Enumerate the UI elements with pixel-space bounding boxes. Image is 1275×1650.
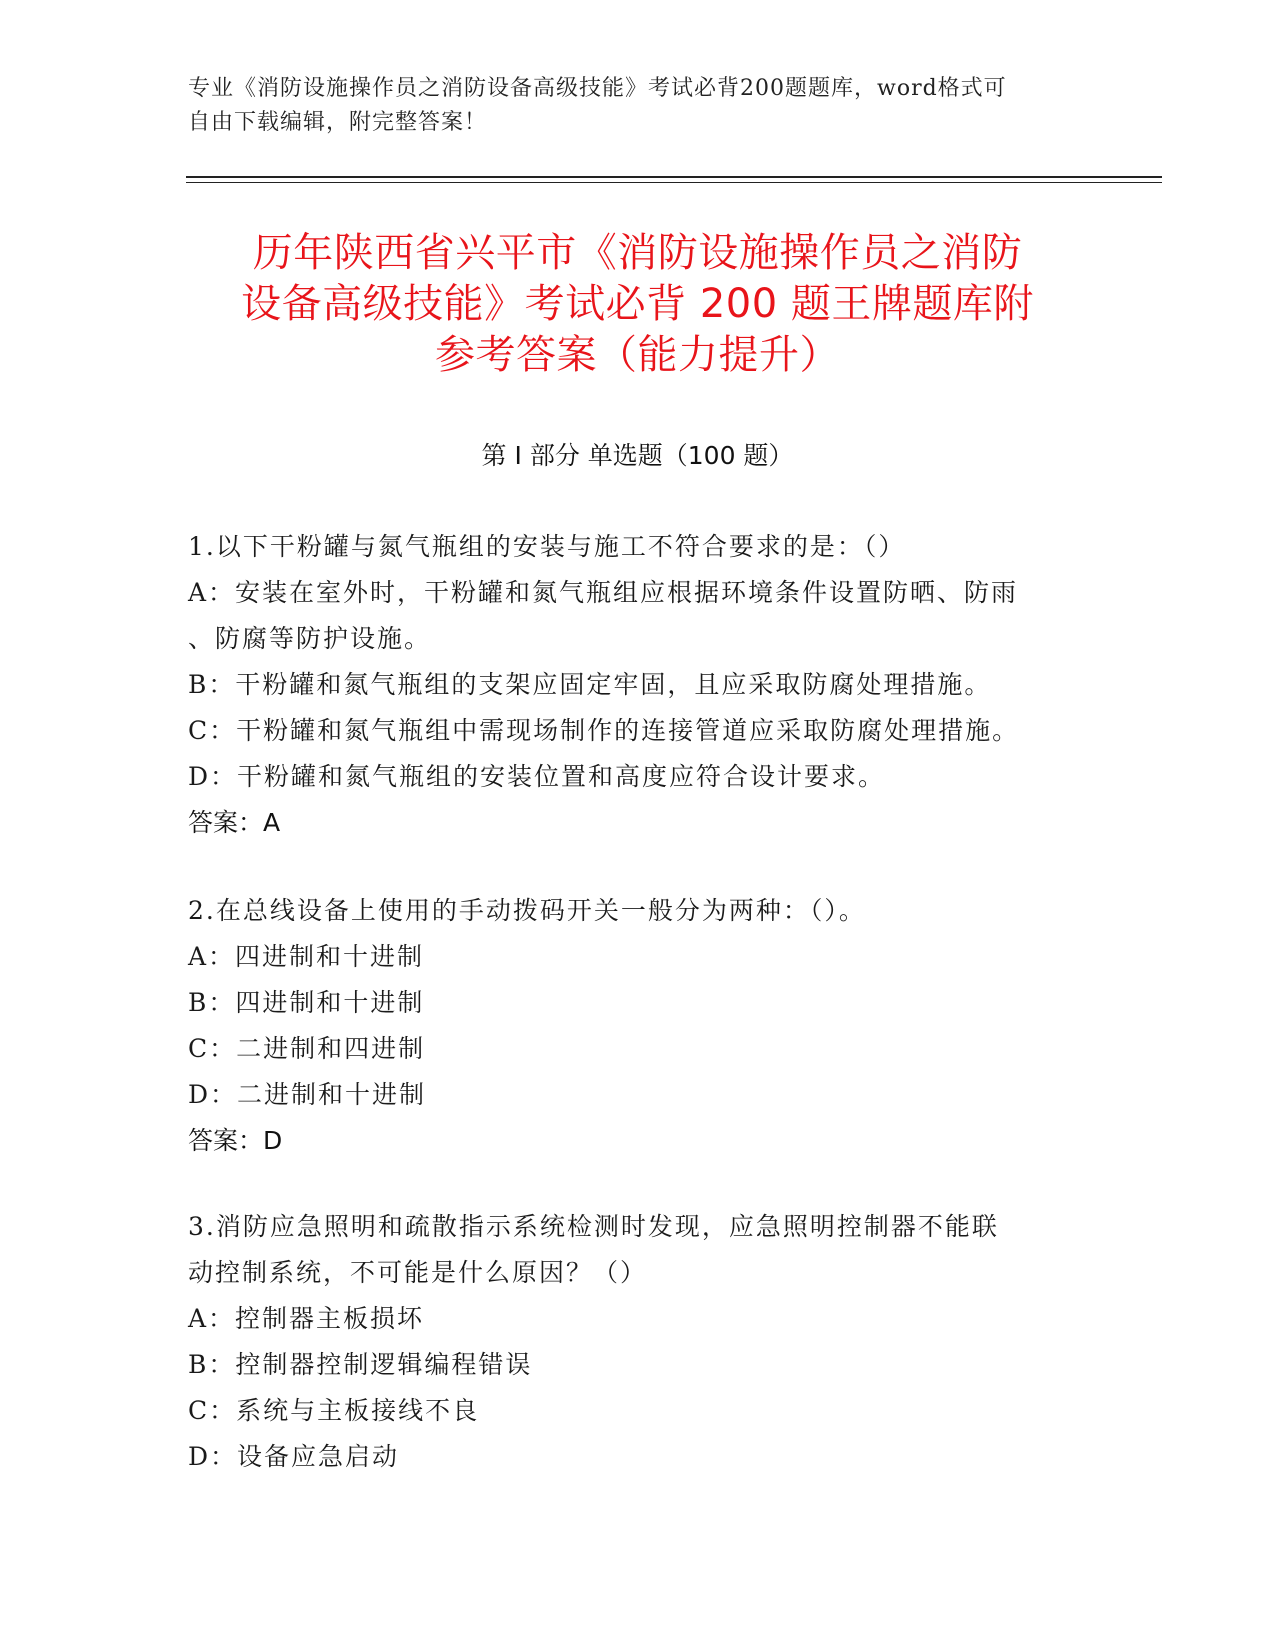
option-a: A：四进制和十进制 xyxy=(188,942,425,971)
option-a: A：控制器主板损坏 xyxy=(188,1304,425,1333)
section-title: 第 I 部分 单选题（100 题） xyxy=(481,441,794,470)
question-stem: 2.在总线设备上使用的手动拨码开关一般分为两种：（）。 xyxy=(188,896,866,925)
header-divider-thick xyxy=(186,176,1162,178)
option-b: B：四进制和十进制 xyxy=(188,988,425,1017)
option-b: B：干粉罐和氮气瓶组的支架应固定牢固，且应采取防腐处理措施。 xyxy=(188,670,992,699)
answer: 答案：A xyxy=(188,808,281,837)
question-2 xyxy=(188,888,1088,1164)
option-d: D：二进制和十进制 xyxy=(188,1080,427,1109)
answer: 答案：D xyxy=(188,1126,283,1155)
option-c: C：二进制和四进制 xyxy=(188,1034,426,1063)
question-stem: 1.以下干粉罐与氮气瓶组的安装与施工不符合要求的是：（） xyxy=(188,532,906,561)
document-title-line-2: 设备高级技能》考试必背 200 题王牌题库附 xyxy=(241,281,1034,327)
option-a: A：安装在室外时，干粉罐和氮气瓶组应根据环境条件设置防晒、防雨 xyxy=(188,578,1019,607)
option-c: C：干粉罐和氮气瓶组中需现场制作的连接管道应采取防腐处理措施。 xyxy=(188,716,1020,745)
header-note-line-1: 专业《消防设施操作员之消防设备高级技能》考试必背200题题库，word格式可 xyxy=(188,76,1007,101)
question-3 xyxy=(188,1204,1088,1480)
header-note xyxy=(188,72,1088,140)
option-b: B：控制器控制逻辑编程错误 xyxy=(188,1350,533,1379)
header-note-line-2: 自由下载编辑，附完整答案！ xyxy=(188,110,488,135)
option-a-continued: 、防腐等防护设施。 xyxy=(188,624,432,653)
option-d: D：设备应急启动 xyxy=(188,1442,400,1471)
header-divider-thin xyxy=(186,182,1162,183)
option-d: D：干粉罐和氮气瓶组的安装位置和高度应符合设计要求。 xyxy=(188,762,886,791)
document-title-line-1: 历年陕西省兴平市《消防设施操作员之消防 xyxy=(252,230,1023,276)
question-stem-line-2: 动控制系统，不可能是什么原因？（） xyxy=(188,1258,648,1287)
document-title-line-3: 参考答案（能力提升） xyxy=(435,332,840,378)
question-1 xyxy=(188,524,1088,846)
option-c: C：系统与主板接线不良 xyxy=(188,1396,480,1425)
document-title xyxy=(150,228,1125,381)
question-stem-line-1: 3.消防应急照明和疏散指示系统检测时发现，应急照明控制器不能联 xyxy=(188,1212,999,1241)
